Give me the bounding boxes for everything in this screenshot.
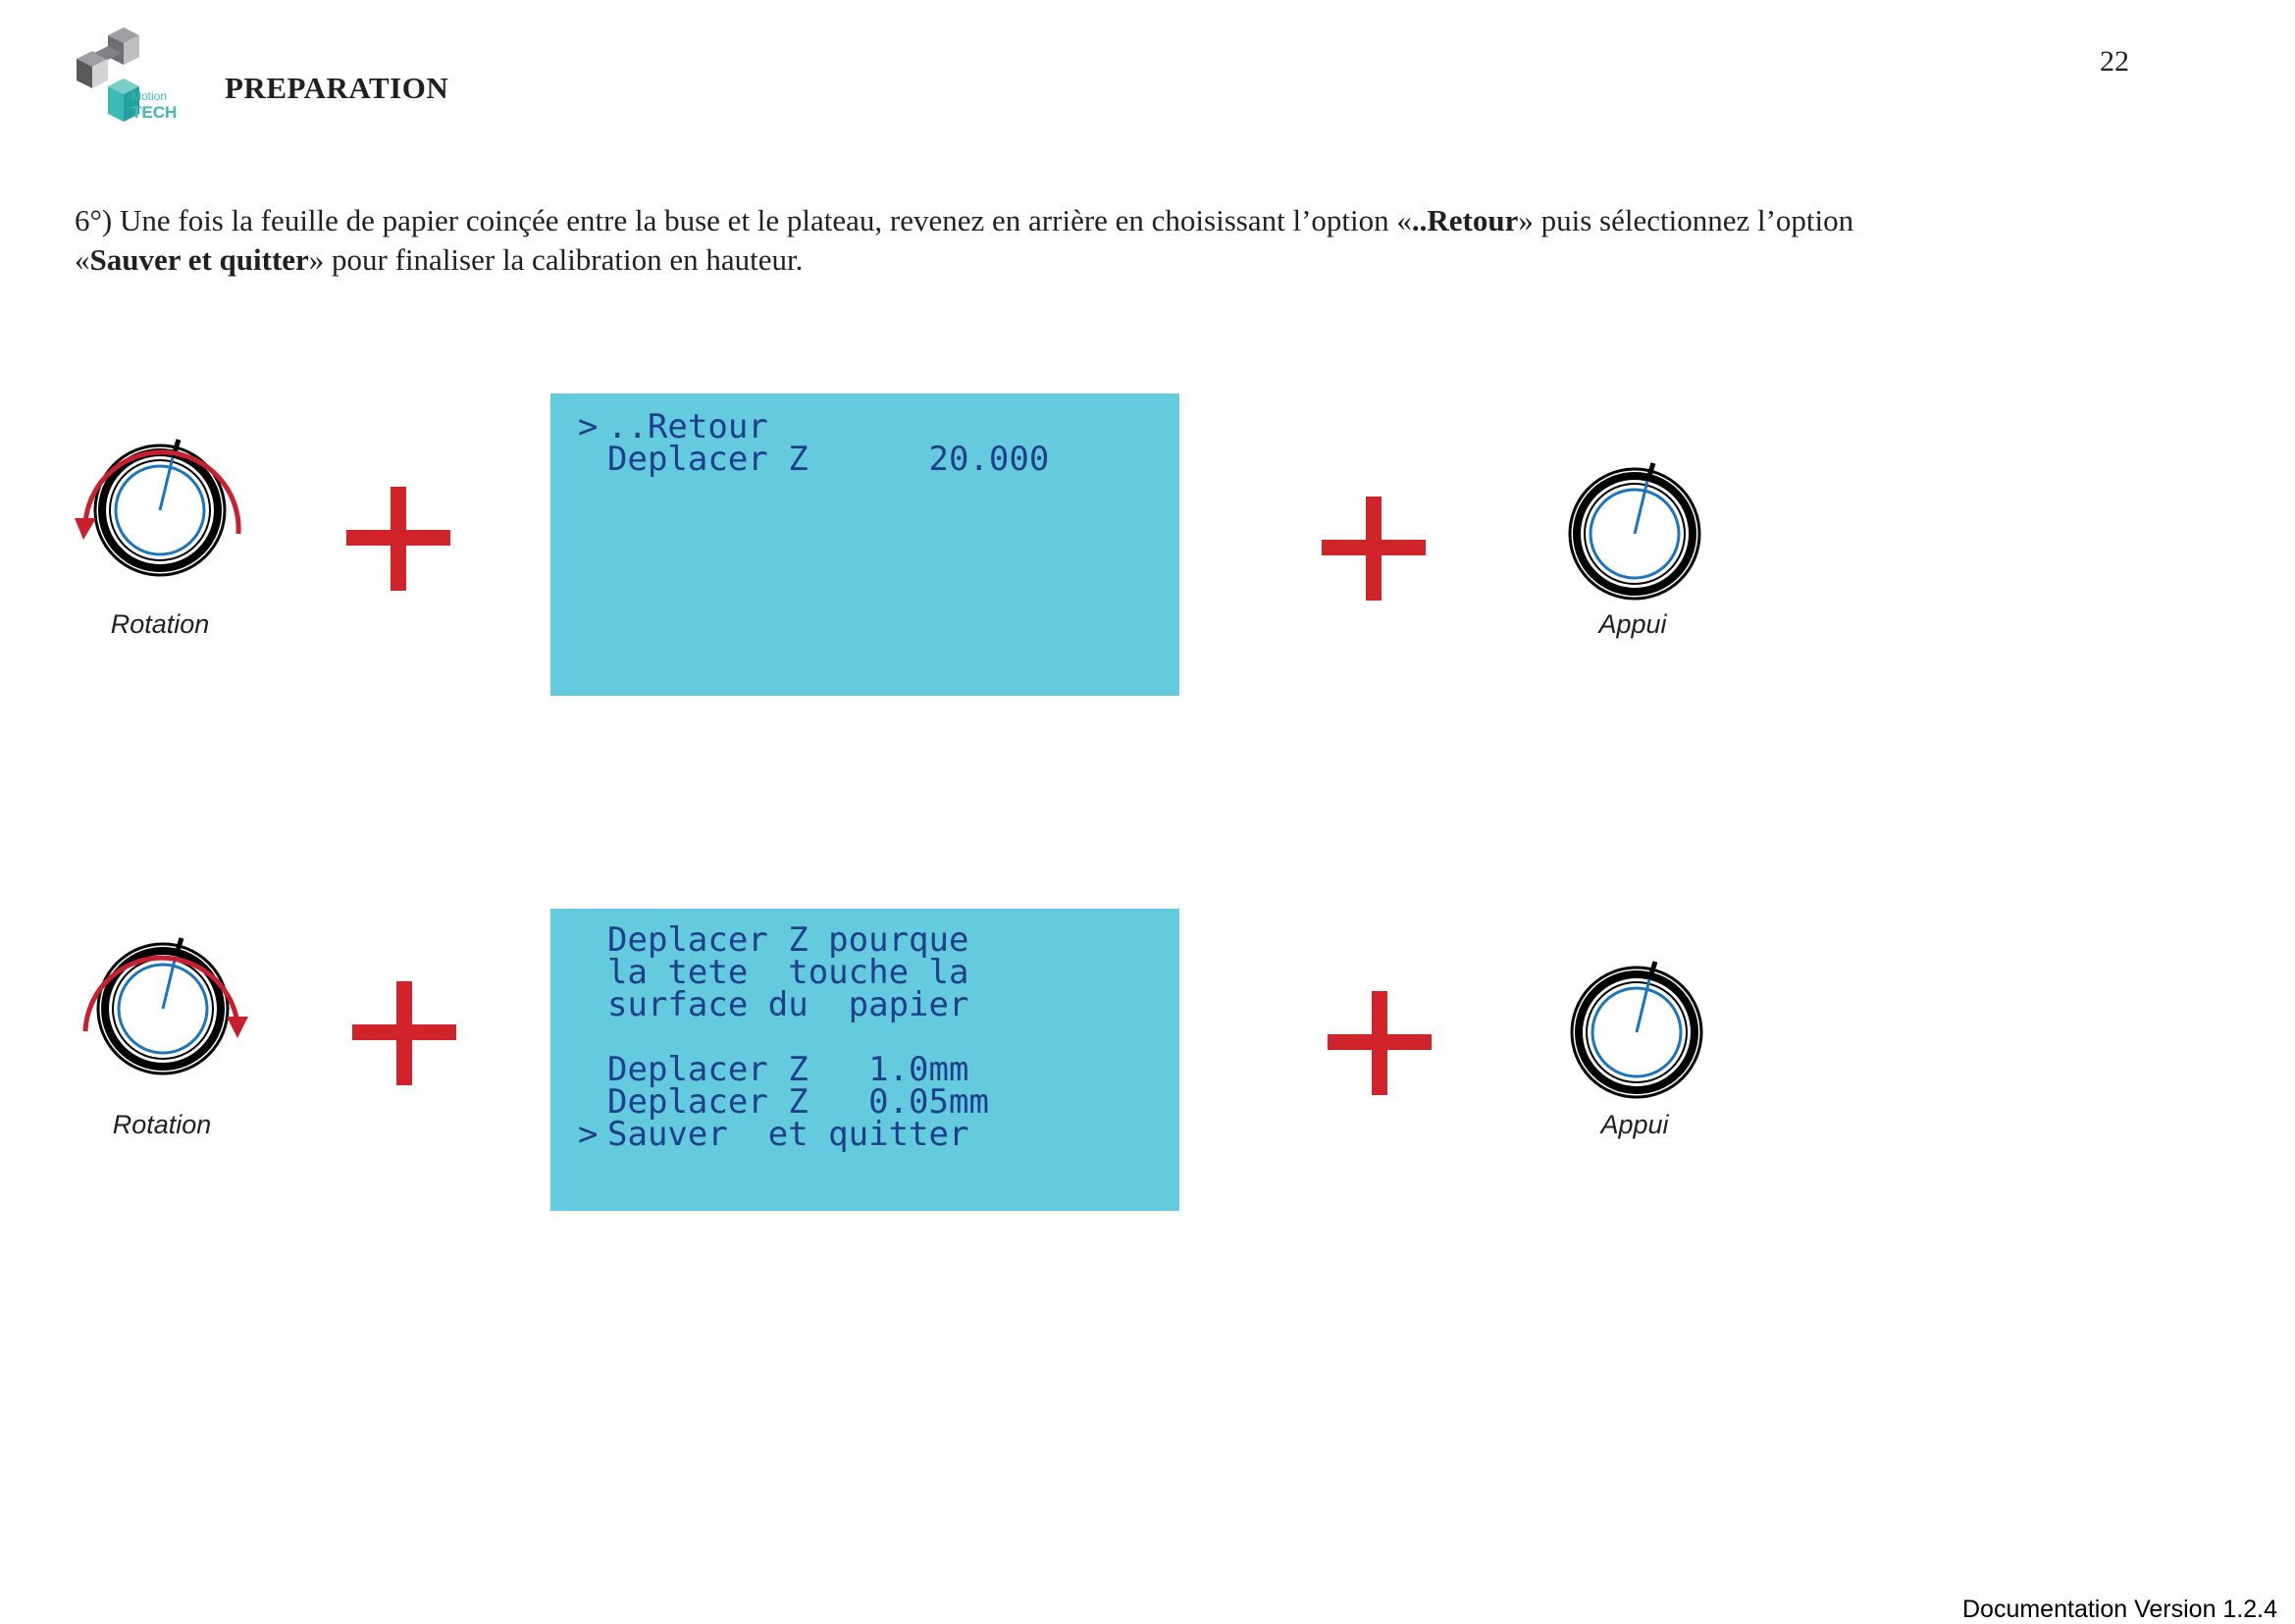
lcd-menu-item-deplacer-z: Deplacer Z 20.000 [607,440,1050,479]
lcd-menu-item-retour: ..Retour [607,407,768,446]
lcd-line [578,985,1179,1024]
lcd-line [578,440,1179,479]
logo-text-bottom: TECH [131,103,178,122]
instruction-text: » puis sélectionnez l’option [1518,203,1854,237]
rotation-knob-clockwise [75,948,251,1095]
lcd-text-line: Deplacer Z pourque [607,920,969,960]
lcd-cursor-icon: > [578,1115,599,1154]
instruction-text: 6°) Une fois la feuille de papier coinçée entre la buse et le plateau, revenez en arrière en choisissant l’option « [75,203,1412,237]
lcd-cursor-icon: > [578,407,599,446]
motion-tech-logo [69,26,196,130]
documentation-version: Documentation Version 1.2.4 [1962,1596,2278,1623]
rotation-knob-counterclockwise [72,449,248,597]
lcd-line [578,1115,1179,1154]
plus-icon [346,487,450,591]
rotation-label: Rotation [112,1110,212,1139]
instruction-bold-retour: ..Retour [1411,203,1519,237]
lcd-screen-calibration [550,909,1179,1211]
press-label: Appui [1598,609,1667,639]
page-number: 22 [2100,45,2129,78]
lcd-text-line: surface du papier [607,985,969,1024]
section-title: PREPARATION [225,71,449,105]
lcd-text-line: la tete touche la [607,953,969,992]
plus-icon [1328,991,1432,1095]
instruction-text: » pour finaliser la calibration en hauteur. [308,242,804,277]
plus-icon [1322,497,1426,601]
lcd-menu-item-deplacer-1mm: Deplacer Z 1.0mm [607,1050,969,1089]
press-knob [1548,971,1725,1119]
lcd-menu-item-deplacer-005mm: Deplacer Z 0.05mm [607,1082,989,1122]
instruction-bold-sauver: Sauver et quitter [89,242,309,277]
rotation-label: Rotation [110,609,210,639]
instruction-paragraph [75,201,2233,280]
instruction-text: « [75,242,90,277]
press-label: Appui [1600,1110,1669,1139]
plus-icon [352,981,456,1085]
press-knob [1546,473,1723,620]
logo-text-top: Motion [131,89,168,103]
lcd-screen-menu [550,393,1179,696]
lcd-menu-item-sauver-quitter: Sauver et quitter [607,1115,969,1154]
